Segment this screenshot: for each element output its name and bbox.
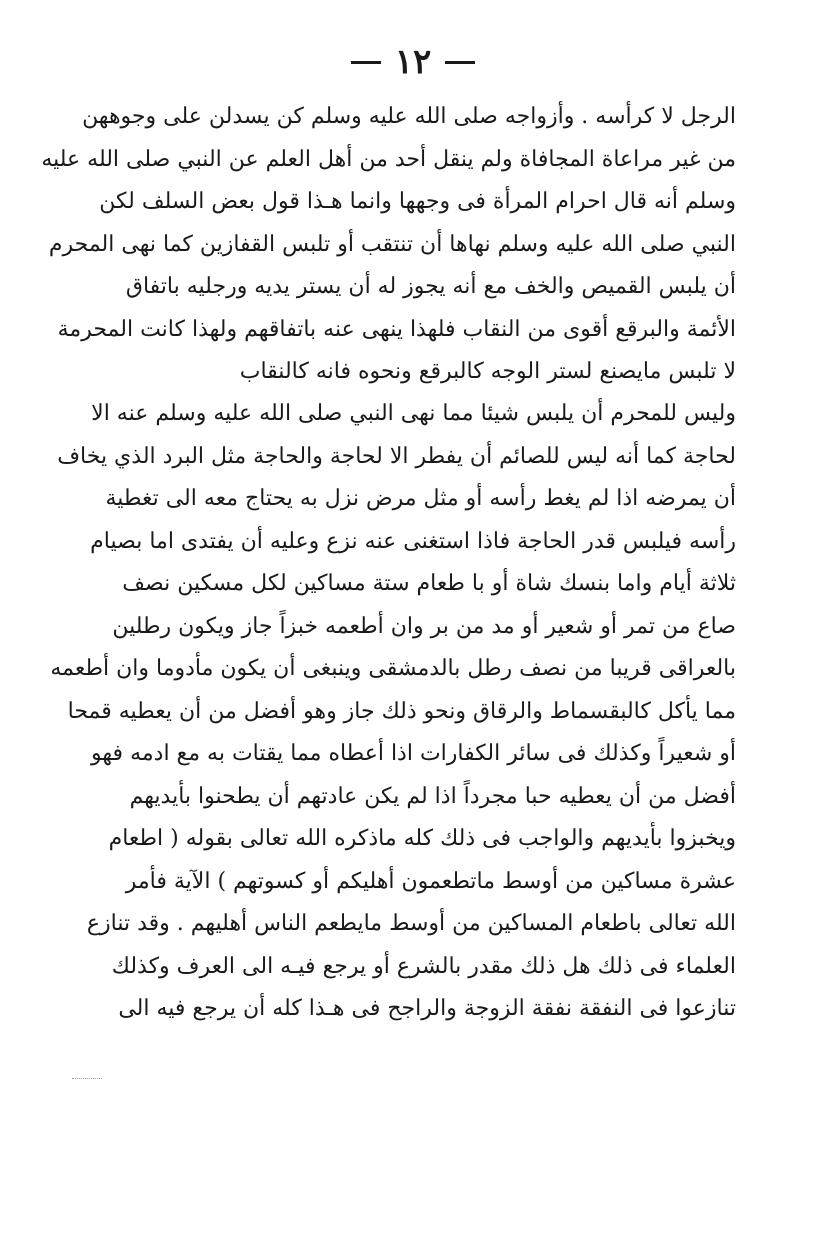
text-line: أفضل من أن يعطيه حبا مجرداً اذا لم يكن عادتهم أن يطحنوا بأيديهم (129, 783, 736, 809)
text-line: لا تلبس مايصنع لستر الوجه كالبرقع ونحوه فانه كالنقاب (239, 359, 736, 384)
text-line: الرجل لا كرأسه . وأزواجه صلى الله عليه وسلم كن يسدلن على وجوههن (82, 104, 736, 129)
text-line: لحاجة كما أنه ليس للصائم أن يفطر الا لحاجة والحاجة مثل البرد الذي يخاف (57, 443, 736, 469)
page-header (0, 38, 826, 86)
text-line: صاع من تمر أو شعير أو مد من بر وان أطعمه خبزاً جاز ويكون رطلين (112, 613, 736, 639)
text-line: الأئمة والبرقع أقوى من النقاب فلهذا ينهى عنه باتفاقهم ولهذا كانت المحرمة (57, 316, 736, 342)
text-line: ثلاثة أيام واما بنسك شاة أو با طعام ستة مساكين لكل مسكين نصف (122, 571, 736, 596)
header-dash-right (445, 61, 475, 64)
page-number: ١٢ (394, 42, 432, 82)
text-line: وليس للمحرم أن يلبس شيئا مما نهى النبي صلى الله عليه وسلم عنه الا (91, 401, 736, 426)
paragraph-fidya-expiation (50, 393, 736, 1031)
text-line: أو شعيراً وكذلك فى سائر الكفارات اذا أعطاه مما يقتات به مع ادمه فهو (91, 741, 736, 766)
header-dash-left (351, 61, 381, 64)
text-line: الله تعالى باطعام المساكين من أوسط مايطعم الناس أهليهم . وقد تنازع (86, 911, 736, 936)
text-line: مما يأكل كالبقسماط والرقاق ونحو ذلك جاز وهو أفضل من أن يعطيه قمحا (67, 698, 736, 724)
text-line: ويخبزوا بأيديهم والواجب فى ذلك كله ماذكره الله تعالى بقوله ( اطعام (108, 826, 736, 851)
text-line: العلماء فى ذلك هل ذلك مقدر بالشرع أو يرجع فيـه الى العرف وكذلك (111, 953, 736, 979)
text-line: عشرة مساكين من أوسط ماتطعمون أهليكم أو كسوتهم ) الآية فأمر (125, 868, 736, 894)
text-line: النبي صلى الله عليه وسلم نهاها أن تنتقب أو تلبس القفازين كما نهى المحرم (48, 231, 736, 257)
paragraph-ihram-face-covering (41, 96, 736, 394)
text-line: تنازعوا فى النفقة نفقة الزوجة والراجح فى هـذا كله أن يرجع فيه الى (118, 996, 736, 1021)
text-line: أن يلبس القميص والخف مع أنه يجوز له أن يستر يديه ورجليه باتفاق (125, 274, 736, 299)
text-line: من غير مراعاة المجافاة ولم ينقل أحد من أهل العلم عن النبي صلى الله عليه (41, 146, 736, 172)
text-line: وسلم أنه قال احرام المرأة فى وجهها وانما هـذا قول بعض السلف لكن (99, 189, 736, 214)
text-line: بالعراقى قريبا من نصف رطل بالدمشقى وينبغى أن يكون مأدوما وان أطعمه (50, 656, 736, 681)
text-line: رأسه فيلبس قدر الحاجة فاذا استغنى عنه نزع وعليه أن يفتدى اما بصيام (90, 528, 736, 554)
scan-speck-marks (72, 1078, 102, 1081)
text-line: أن يمرضه اذا لم يغط رأسه أو مثل مرض نزل به يحتاج معه الى تغطية (105, 486, 736, 511)
